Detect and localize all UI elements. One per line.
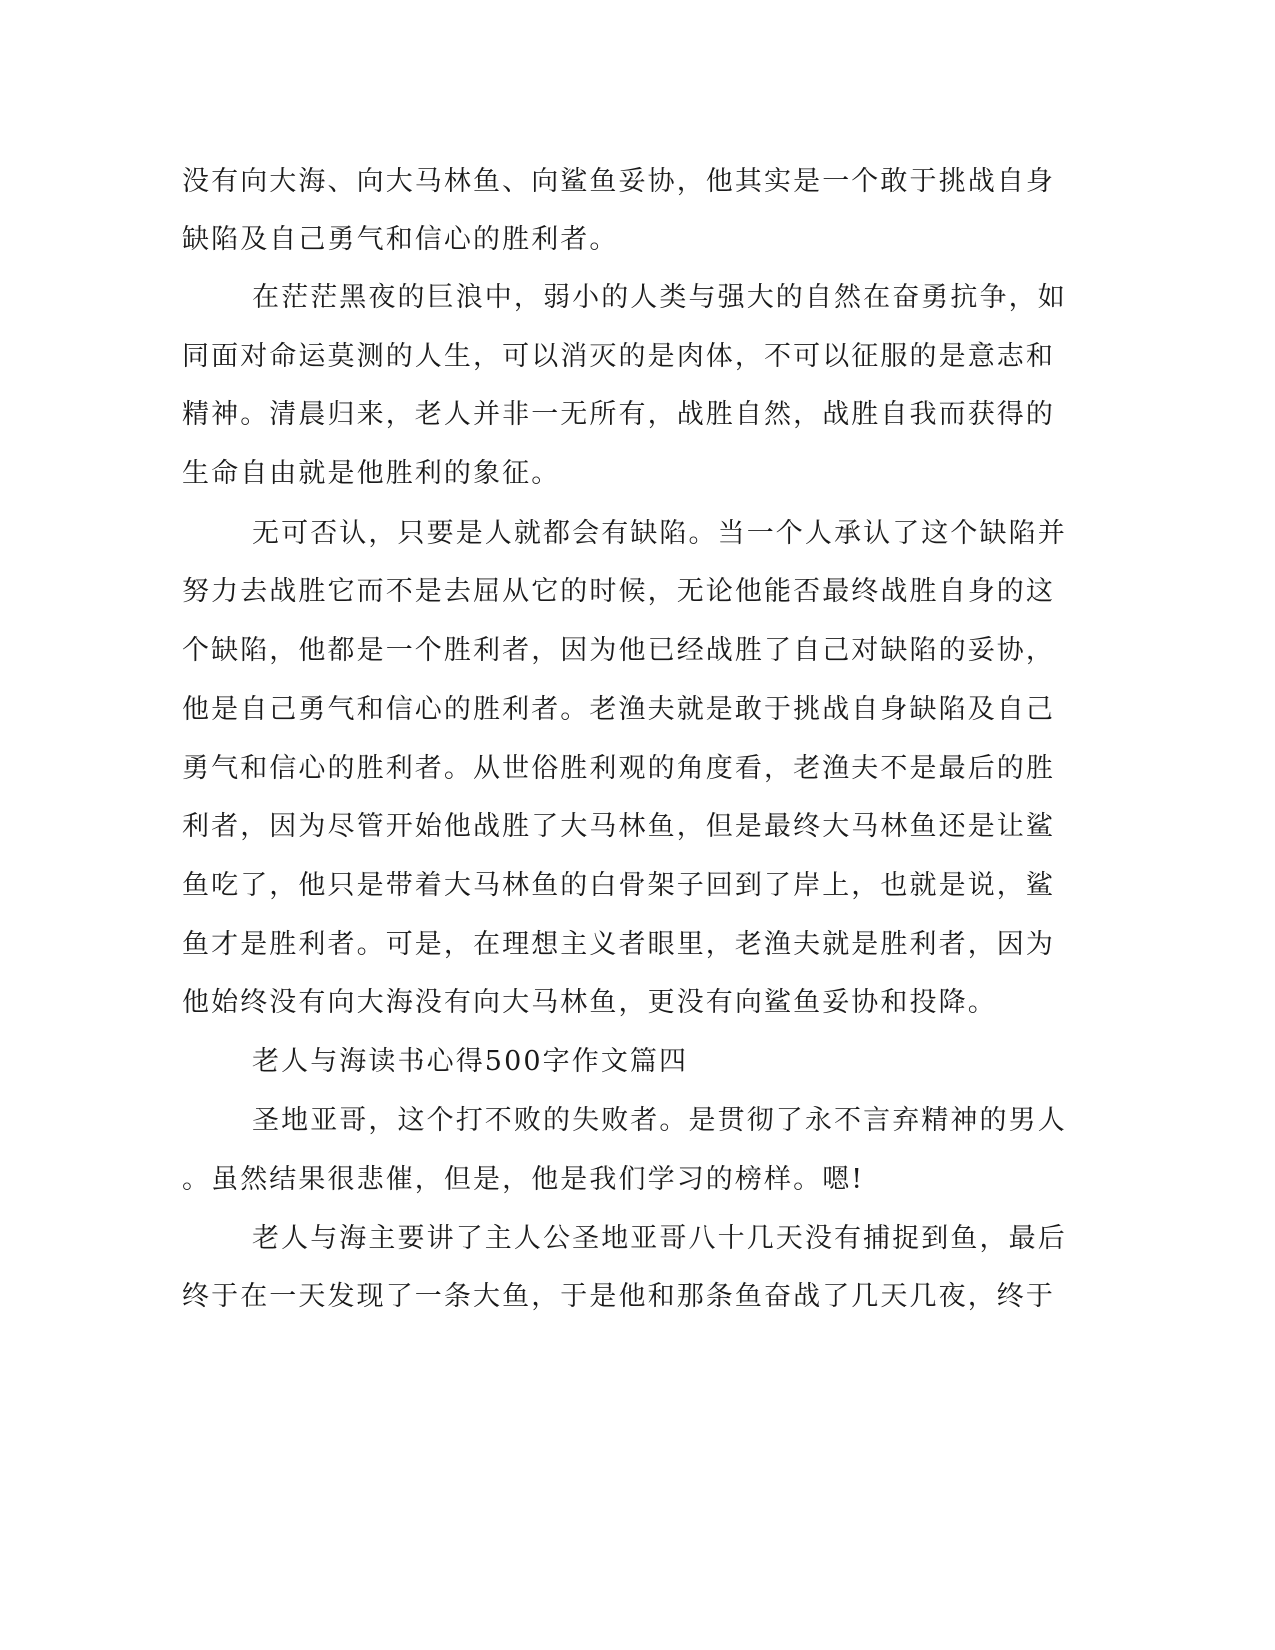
text-line: 利者，因为尽管开始他战胜了大马林鱼，但是最终大马林鱼还是让鲨 (182, 811, 1055, 842)
text-line: 精神。清晨归来，老人并非一无所有，战胜自然，战胜自我而获得的 (182, 399, 1055, 430)
text-line: 他始终没有向大海没有向大马林鱼，更没有向鲨鱼妥协和投降。 (182, 987, 997, 1018)
paragraph-start: 老人与海主要讲了主人公圣地亚哥八十几天没有捕捉到鱼，最后 (252, 1223, 1067, 1254)
text-line: 生命自由就是他胜利的象征。 (182, 458, 561, 489)
text-line: 勇气和信心的胜利者。从世俗胜利观的角度看，老渔夫不是最后的胜 (182, 753, 1055, 784)
paragraph-start: 在茫茫黑夜的巨浪中，弱小的人类与强大的自然在奋勇抗争，如 (252, 282, 1067, 313)
section-heading: 老人与海读书心得500字作文篇四 (252, 1046, 689, 1077)
text-line: 缺陷及自己勇气和信心的胜利者。 (182, 224, 619, 255)
text-line: 鱼才是胜利者。可是，在理想主义者眼里，老渔夫就是胜利者，因为 (182, 929, 1055, 960)
paragraph-start: 无可否认，只要是人就都会有缺陷。当一个人承认了这个缺陷并 (252, 518, 1067, 549)
text-line: 个缺陷，他都是一个胜利者，因为他已经战胜了自己对缺陷的妥协， (182, 635, 1055, 666)
text-line: 他是自己勇气和信心的胜利者。老渔夫就是敢于挑战自身缺陷及自己 (182, 694, 1055, 725)
text-line: 。虽然结果很悲催，但是，他是我们学习的榜样。嗯! (182, 1164, 865, 1195)
text-line: 努力去战胜它而不是去屈从它的时候，无论他能否最终战胜自身的这 (182, 576, 1055, 607)
text-line: 鱼吃了，他只是带着大马林鱼的白骨架子回到了岸上，也就是说，鲨 (182, 870, 1055, 901)
text-line: 没有向大海、向大马林鱼、向鲨鱼妥协，他其实是一个敢于挑战自身 (182, 166, 1055, 197)
text-line: 同面对命运莫测的人生，可以消灭的是肉体，不可以征服的是意志和 (182, 341, 1055, 372)
text-line: 终于在一天发现了一条大鱼，于是他和那条鱼奋战了几天几夜，终于 (182, 1281, 1055, 1312)
paragraph-start: 圣地亚哥，这个打不败的失败者。是贯彻了永不言弃精神的男人 (252, 1105, 1067, 1136)
